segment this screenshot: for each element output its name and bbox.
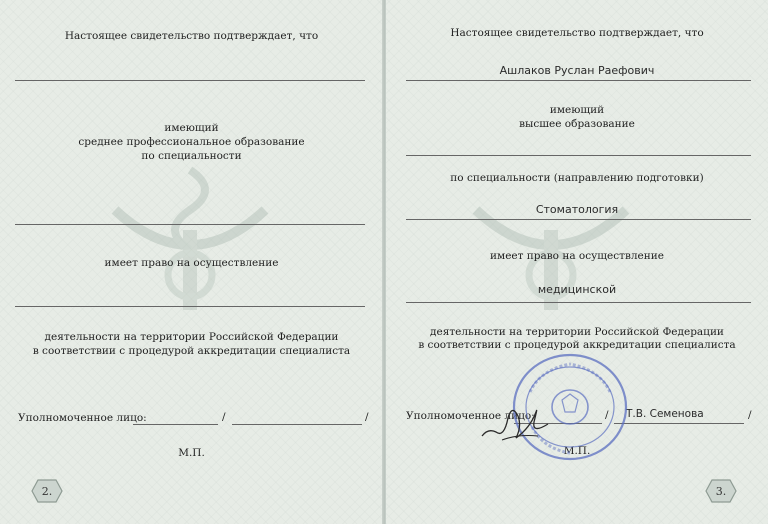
- specialty-line: [406, 219, 751, 220]
- slash-2: /: [365, 411, 369, 423]
- signature-line: [133, 424, 218, 425]
- page-number: 2.: [41, 484, 53, 498]
- authorized-label: Уполномоченное лицо:: [406, 410, 535, 422]
- education-label: высшее образование: [519, 118, 635, 130]
- name-line: [406, 80, 751, 81]
- authorized-label: Уполномоченное лицо:: [18, 412, 147, 424]
- right-text: имеет право на осуществление: [104, 257, 279, 269]
- education-label: среднее профессиональное образование: [78, 136, 305, 148]
- signer-name: Т.В. Семенова: [626, 408, 704, 420]
- signer-line: [232, 424, 362, 425]
- handwritten-signature-icon: [478, 398, 558, 448]
- specialty-label: по специальности: [141, 150, 242, 162]
- activity-line-1: деятельности на территории Российской Федерации: [430, 326, 724, 338]
- activity-value: медицинской: [537, 283, 617, 296]
- specialty-label: по специальности (направлению подготовки): [450, 172, 704, 184]
- activity-line-2: в соответствии с процедурой аккредитации специалиста: [32, 345, 351, 357]
- slash-2: /: [748, 409, 752, 421]
- page-number-badge: [704, 478, 738, 504]
- confirm-text: Настоящее свидетельство подтверждает, что: [450, 27, 704, 39]
- mp-label: М.П.: [178, 447, 205, 459]
- having-label: имеющий: [164, 122, 219, 134]
- holder-name: Ашлаков Руслан Раефович: [499, 64, 655, 77]
- left-page: [0, 0, 383, 524]
- page-number-badge: [30, 478, 64, 504]
- page-number: 3.: [715, 484, 727, 498]
- activity-line-1: деятельности на территории Российской Федерации: [44, 331, 339, 343]
- right-text: имеет право на осуществление: [490, 250, 664, 262]
- education-line: [406, 155, 751, 156]
- signer-line: [614, 423, 744, 424]
- name-line: [15, 80, 365, 81]
- having-label: имеющий: [549, 104, 605, 116]
- mp-label: М.П.: [563, 445, 591, 457]
- bowl-of-hygieia-icon: [95, 150, 285, 320]
- slash-1: /: [222, 411, 226, 423]
- activity-line: [406, 302, 751, 303]
- confirm-text: Настоящее свидетельство подтверждает, что: [64, 30, 319, 42]
- slash-1: /: [605, 409, 609, 421]
- activity-line-2: в соответствии с процедурой аккредитации специалиста: [418, 339, 736, 351]
- specialty-value: Стоматология: [535, 203, 619, 216]
- activity-line: [15, 306, 365, 307]
- specialty-line: [15, 224, 365, 225]
